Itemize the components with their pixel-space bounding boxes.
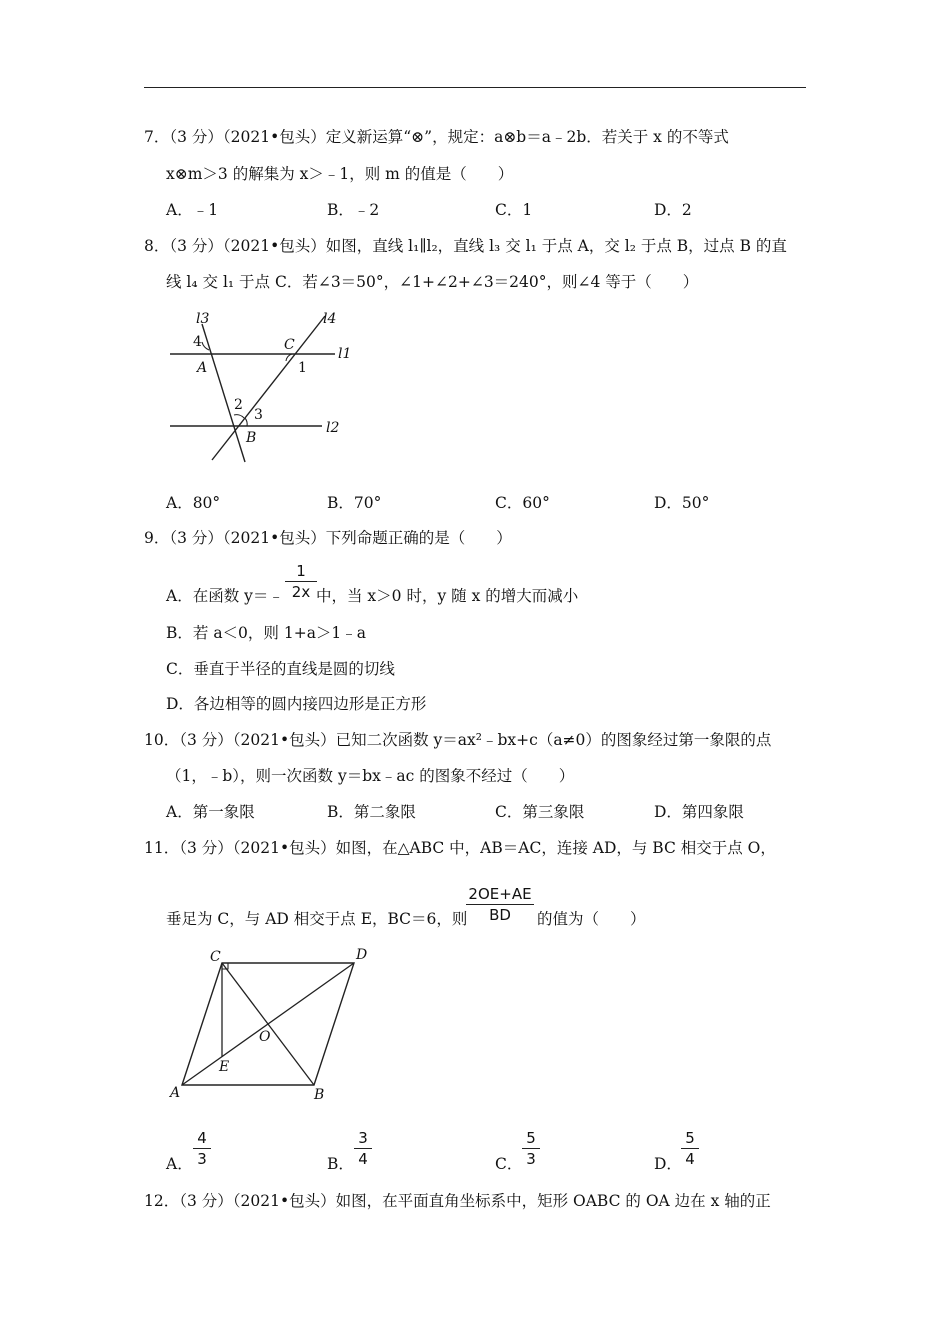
q9-line1: 9．（3 分）（2021•包头）下列命题正确的是（ ）	[144, 529, 512, 547]
q7-option-b: B．﹣2	[327, 201, 380, 219]
q11-option-b-den: 4	[358, 1150, 368, 1168]
label-point-d: D	[356, 947, 368, 963]
segment-ad	[182, 963, 354, 1085]
label-angle-4: 4	[193, 334, 202, 350]
q11-option-a-num: 4	[197, 1129, 207, 1147]
label-point-b: B	[314, 1087, 325, 1103]
q9-frac-numerator: 1	[296, 562, 306, 580]
q8-figure	[160, 302, 360, 467]
label-point-a: A	[170, 1085, 181, 1101]
q8-line2: 线 l₄ 交 l₁ 于点 C．若∠3＝50°，∠1+∠2+∠3＝240°，则∠4 等于（ ）	[166, 273, 699, 291]
q7-option-d: D．2	[654, 201, 692, 219]
q11-frac-bar	[466, 904, 534, 905]
q11-option-a-fraction	[193, 1129, 211, 1168]
q9-option-a-pre: A．在函数 y＝﹣	[166, 587, 284, 605]
label-point-e: E	[219, 1059, 230, 1075]
q11-option-b-num: 3	[358, 1129, 368, 1147]
angle-2-arc	[234, 415, 244, 418]
q10-option-d: D．第四象限	[654, 803, 744, 821]
q11-option-d-den: 4	[685, 1150, 695, 1168]
q8-option-b: B．70°	[327, 494, 382, 512]
q11-frac-numerator: 2OE+AE	[468, 885, 532, 903]
q9-frac-bar	[285, 581, 317, 582]
q9-option-c: C．垂直于半径的直线是圆的切线	[166, 660, 395, 678]
q12-line1: 12．（3 分）（2021•包头）如图，在平面直角坐标系中，矩形 OABC 的 OA 边在 x 轴的正	[144, 1192, 771, 1210]
q11-option-d-num: 5	[685, 1129, 695, 1147]
q11-option-d-bar	[681, 1148, 699, 1149]
q7-option-c: C．1	[495, 201, 533, 219]
q11-line2-pre: 垂足为 C，与 AD 相交于点 E，BC＝6，则	[166, 910, 468, 928]
q11-option-d-letter: D．	[654, 1155, 682, 1173]
label-l4: l4	[323, 311, 337, 327]
q7-option-a: A．﹣1	[166, 201, 219, 219]
q9-option-a-post: 中，当 x＞0 时，y 随 x 的增大而减小	[316, 587, 579, 605]
q10-option-b: B．第二象限	[327, 803, 416, 821]
q11-option-c-letter: C．	[495, 1155, 523, 1173]
q11-figure	[160, 940, 380, 1110]
q11-line1: 11．（3 分）（2021•包头）如图，在△ABC 中，AB＝AC，连接 AD，与 BC 相交于点 O，	[144, 839, 776, 857]
q10-line1: 10．（3 分）（2021•包头）已知二次函数 y＝ax²﹣bx+c（a≠0）的图象经过第一象限的点	[144, 731, 772, 749]
q7-line1: 7．（3 分）（2021•包头）定义新运算“⊗”，规定：a⊗b＝a﹣2b．若关于 x 的不等式	[144, 128, 729, 146]
q11-option-b-bar	[354, 1148, 372, 1149]
label-angle-1: 1	[298, 360, 307, 376]
label-point-c: C	[284, 337, 295, 353]
label-point-c: C	[210, 949, 221, 965]
angle-3-arc	[245, 418, 247, 426]
q9-option-a-fraction	[285, 562, 317, 601]
q11-fraction	[466, 885, 534, 924]
q7-line2: x⊗m＞3 的解集为 x＞﹣1，则 m 的值是（ ）	[166, 165, 514, 183]
q11-line2-post: 的值为（ ）	[537, 910, 646, 928]
label-point-o: O	[259, 1029, 271, 1045]
label-point-a: A	[197, 360, 208, 376]
q10-option-c: C．第三象限	[495, 803, 585, 821]
line-l4	[212, 316, 325, 460]
label-l3: l3	[196, 311, 210, 327]
q11-option-b-fraction	[354, 1129, 372, 1168]
q11-option-a-den: 3	[197, 1150, 207, 1168]
q10-line2: （1，﹣b），则一次函数 y＝bx﹣ac 的图象不经过（ ）	[166, 767, 575, 785]
q8-option-a: A．80°	[166, 494, 221, 512]
q11-option-c-fraction	[522, 1129, 540, 1168]
q9-option-d: D．各边相等的圆内接四边形是正方形	[166, 695, 427, 713]
q8-option-c: C．60°	[495, 494, 550, 512]
q11-option-b-letter: B．	[327, 1155, 354, 1173]
q11-option-c-num: 5	[526, 1129, 536, 1147]
q11-frac-denominator: BD	[489, 906, 511, 924]
q11-option-c-bar	[522, 1148, 540, 1149]
q9-option-b: B．若 a＜0，则 1+a＞1﹣a	[166, 624, 367, 642]
label-angle-3: 3	[254, 407, 263, 423]
q11-option-c-den: 3	[526, 1150, 536, 1168]
q10-option-a: A．第一象限	[166, 803, 255, 821]
q11-option-a-letter: A．	[166, 1155, 193, 1173]
label-point-b: B	[246, 430, 257, 446]
q11-option-a-bar	[193, 1148, 211, 1149]
q9-frac-denominator: 2x	[291, 583, 311, 601]
q8-line1: 8．（3 分）（2021•包头）如图，直线 l₁∥l₂，直线 l₃ 交 l₁ 于点 A，交 l₂ 于点 B，过点 B 的直	[144, 237, 787, 255]
q8-option-d: D．50°	[654, 494, 710, 512]
line-l3	[202, 324, 245, 462]
q11-option-d-fraction	[681, 1129, 699, 1168]
label-angle-2: 2	[234, 397, 243, 413]
label-l2: l2	[326, 420, 340, 436]
header-rule	[144, 87, 806, 88]
label-l1: l1	[338, 346, 352, 362]
